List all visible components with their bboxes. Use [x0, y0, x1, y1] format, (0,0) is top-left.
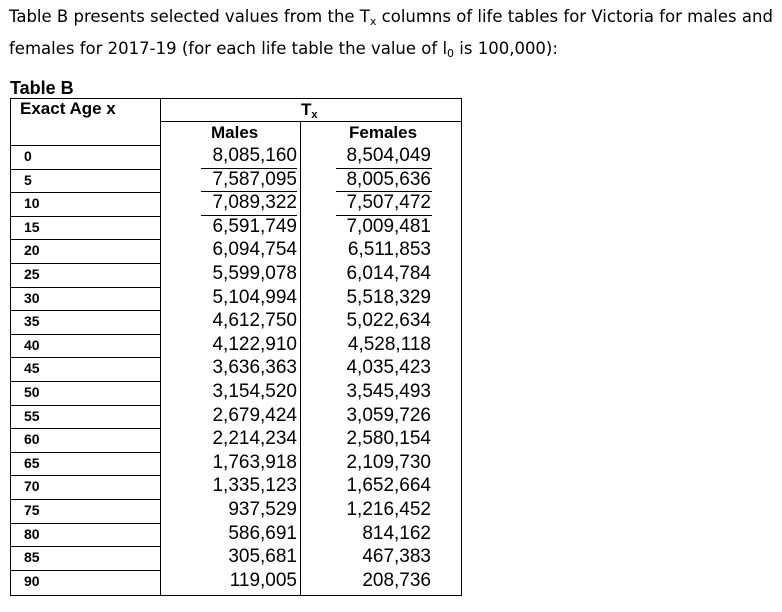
age-cell: 65 [24, 454, 40, 471]
age-cell: 70 [24, 478, 40, 495]
females-value: 8,504,049 [346, 145, 431, 166]
age-cell: 25 [24, 266, 40, 282]
intro-line2: females for 2017-19 (for each life table the value of $l_0$ is 100,000): [9, 39, 558, 60]
males-value: 119,005 [229, 569, 297, 591]
age-cell: 20 [24, 242, 40, 259]
age-cell: 90 [24, 572, 40, 589]
males-header: Males [211, 123, 259, 142]
tx-header-divider [160, 121, 461, 122]
females-header: Females [349, 123, 418, 142]
age-cell: 10 [24, 195, 40, 212]
age-cell: 45 [24, 360, 40, 377]
males-value: 1,763,918 [212, 451, 297, 473]
males-value: 7,089,322 [212, 192, 297, 214]
females-value: 3,059,726 [346, 404, 431, 426]
column-divider-sex [300, 121, 301, 595]
males-value: 1,335,123 [212, 475, 297, 497]
males-value: 586,691 [228, 522, 297, 544]
age-cell: 80 [24, 525, 40, 542]
age-cell: 85 [24, 549, 40, 566]
males-value: 4,122,910 [212, 333, 297, 355]
females-value: 8,005,636 [346, 168, 431, 190]
males-value: 5,599,078 [212, 263, 297, 284]
males-value: 6,591,749 [212, 215, 297, 237]
age-header: Exact Age x [20, 99, 116, 118]
females-value: 7,507,472 [346, 192, 431, 214]
males-value: 2,214,234 [212, 428, 297, 450]
females-value: 814,162 [362, 522, 431, 544]
females-value: 5,518,329 [346, 286, 431, 308]
females-value: 6,014,784 [346, 263, 431, 284]
females-value: 1,652,664 [346, 475, 431, 497]
males-value: 8,085,160 [212, 145, 297, 166]
intro-line1: Table B presents selected values from the $T_x$ columns of life tables for Victoria for males and [9, 7, 773, 28]
females-value: 3,545,493 [346, 381, 431, 402]
females-value: 208,736 [362, 569, 431, 591]
males-value: 3,636,363 [212, 357, 297, 379]
age-cell: 75 [24, 502, 40, 518]
males-value: 937,529 [228, 499, 297, 520]
age-cell: 60 [24, 431, 40, 448]
age-cell: 5 [24, 171, 32, 188]
life-table [10, 98, 462, 596]
females-value: 2,580,154 [346, 428, 431, 450]
females-value: 4,035,423 [346, 357, 431, 379]
males-value: 6,094,754 [212, 239, 297, 261]
males-value: 4,612,750 [212, 310, 297, 332]
males-value: 7,587,095 [212, 168, 297, 190]
males-value: 305,681 [228, 546, 297, 568]
males-value: 5,104,994 [212, 286, 297, 308]
age-cell: 50 [24, 384, 40, 400]
females-value: 6,511,853 [347, 239, 431, 261]
males-value: 2,679,424 [212, 404, 297, 426]
age-cell: 15 [24, 218, 40, 235]
males-value: 3,154,520 [212, 381, 297, 402]
age-cell: 35 [24, 313, 40, 330]
age-cell: 0 [24, 148, 32, 164]
females-value: 2,109,730 [346, 451, 431, 473]
females-value: 467,383 [362, 546, 431, 568]
table-caption: Table B [10, 78, 74, 98]
age-cell: 40 [24, 336, 40, 353]
females-value: 5,022,634 [346, 310, 431, 332]
age-cell: 55 [24, 407, 40, 424]
females-value: 7,009,481 [346, 215, 431, 237]
age-cell: 30 [24, 289, 40, 306]
intro-text [9, 3, 779, 67]
females-value: 4,528,118 [347, 333, 431, 355]
females-value: 1,216,452 [346, 499, 431, 520]
tx-header: Tx [301, 100, 318, 121]
